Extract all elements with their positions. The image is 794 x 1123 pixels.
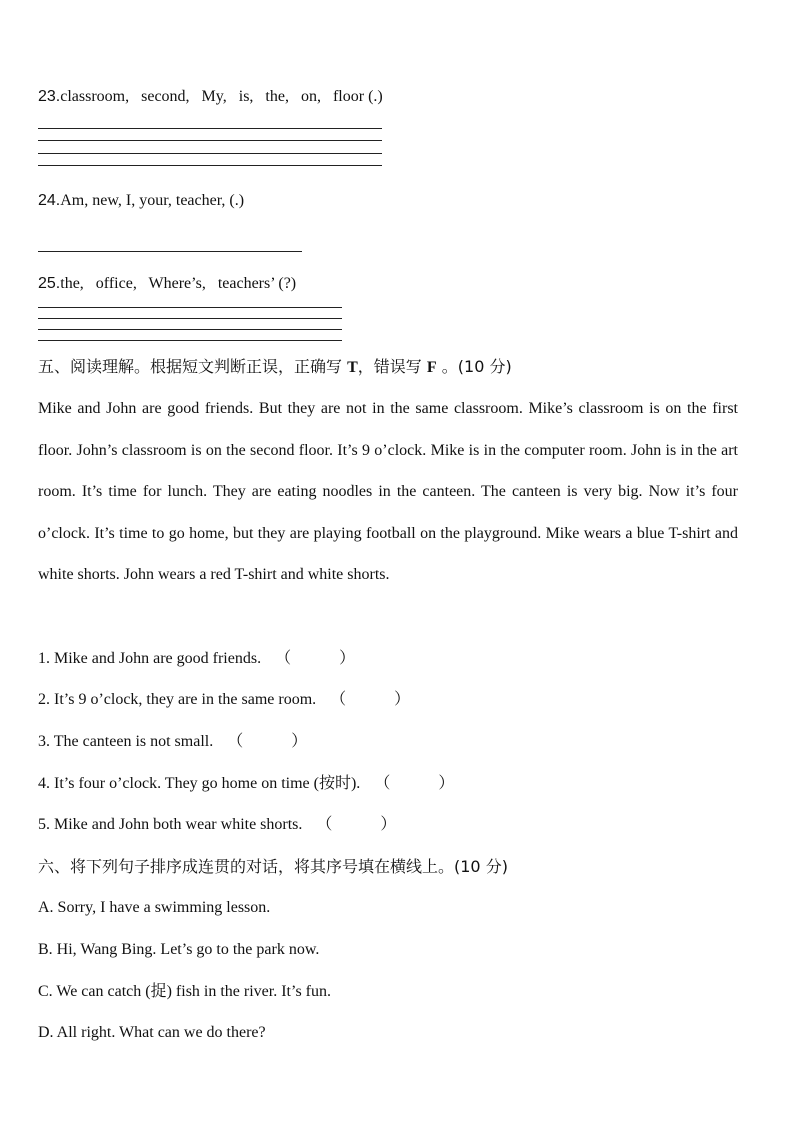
question-text: classroom, second, My, is, the, on, floor (.) xyxy=(60,88,383,105)
heading-text: ，错误写 xyxy=(357,357,422,376)
answer-line xyxy=(38,329,342,330)
dialogue-option: C. We can catch (捉) fish in the river. It’s fun. xyxy=(38,983,332,1000)
section-6-heading: 六、将下列句子排序成连贯的对话，将其序号填在横线上。(10 分) xyxy=(38,857,508,876)
question-text: Am, new, I, your, teacher, (.) xyxy=(60,192,245,209)
answer-line xyxy=(38,318,342,319)
heading-text: 五、阅读理解。根据短文判断正误，正确写 xyxy=(38,357,343,376)
answer-paren[interactable]: （ ） xyxy=(330,691,411,708)
section-5-heading xyxy=(38,357,512,378)
heading-text: 。(10 分) xyxy=(441,357,512,376)
answer-line xyxy=(38,140,382,141)
question-text: the, office, Where’s, teachers’ (?) xyxy=(60,275,297,292)
tf-item xyxy=(38,649,355,669)
item-text: 2. It’s 9 o’clock, they are in the same room. xyxy=(38,691,317,708)
answer-line xyxy=(38,251,302,252)
item-text: 1. Mike and John are good friends. xyxy=(38,650,262,667)
answer-paren[interactable]: （ ） xyxy=(316,816,397,833)
question-24 xyxy=(38,191,244,211)
reading-passage: Mike and John are good friends. But they are not in the same classroom. Mike’s classroom is on the first floor. John’s classroom is on the second floor. It’s 9 o’clock. Mike is in the computer room. John is in the art room. It’s time for lunch. They are eating noodles in the canteen. The canteen is very big. Now it’s four o’clock. It’s time to go home, but they are playing football on the playground. Mike wears a blue T-shirt and white shorts. John wears a red T-shirt and white shorts. xyxy=(38,400,738,584)
item-text: 4. It’s four o’clock. They go home on time (按时). xyxy=(38,775,361,792)
answer-paren[interactable]: （ ） xyxy=(227,733,308,750)
question-23 xyxy=(38,87,383,107)
answer-line xyxy=(38,340,342,341)
answer-line xyxy=(38,153,382,154)
false-mark: F xyxy=(426,359,437,376)
question-25 xyxy=(38,274,296,294)
dialogue-option: B. Hi, Wang Bing. Let’s go to the park now. xyxy=(38,941,320,958)
dialogue-option: D. All right. What can we do there? xyxy=(38,1024,266,1041)
question-number: 25. xyxy=(38,275,61,292)
answer-line xyxy=(38,165,382,166)
tf-item xyxy=(38,815,396,835)
tf-item xyxy=(38,774,454,794)
question-number: 23. xyxy=(38,88,61,105)
answer-paren[interactable]: （ ） xyxy=(275,650,356,667)
item-text: 3. The canteen is not small. xyxy=(38,733,214,750)
answer-line xyxy=(38,128,382,129)
item-text: 5. Mike and John both wear white shorts. xyxy=(38,816,303,833)
tf-item xyxy=(38,690,410,710)
dialogue-option: A. Sorry, I have a swimming lesson. xyxy=(38,899,271,916)
true-mark: T xyxy=(347,359,358,376)
answer-line xyxy=(38,307,342,308)
question-number: 24. xyxy=(38,192,61,209)
tf-item xyxy=(38,732,307,752)
answer-paren[interactable]: （ ） xyxy=(374,775,455,792)
